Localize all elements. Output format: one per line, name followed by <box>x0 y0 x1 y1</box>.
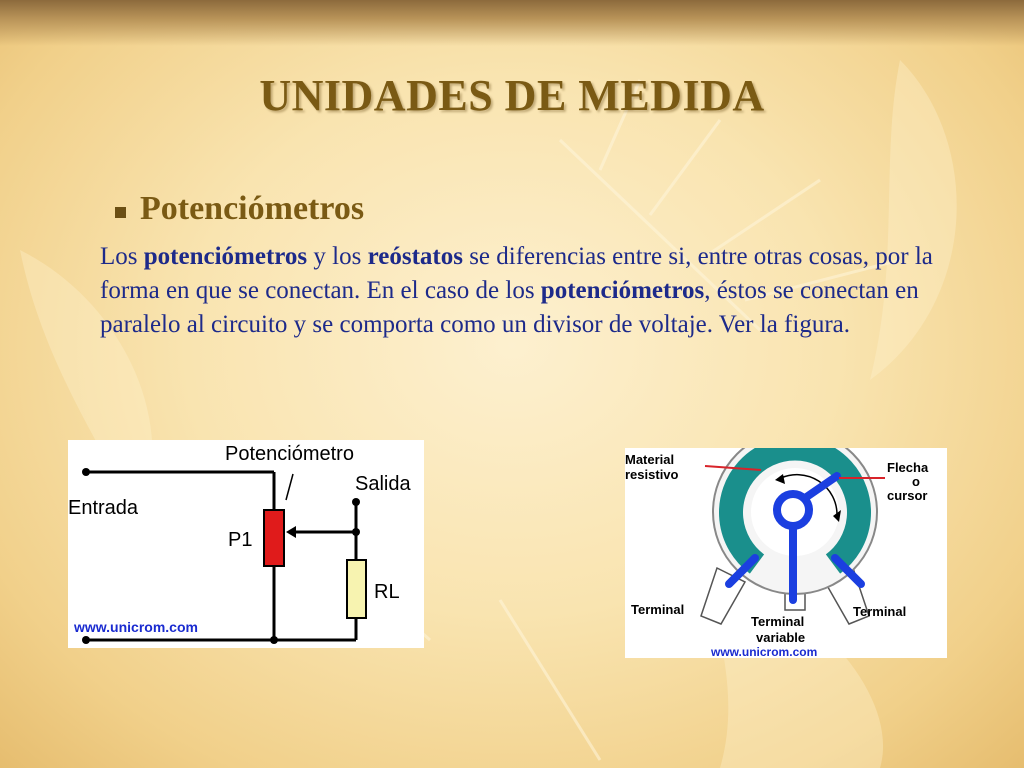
label-material-line2: resistivo <box>625 467 679 482</box>
label-cursor-line2: o <box>912 474 920 489</box>
body-paragraph <box>100 240 940 342</box>
label-terminal-left: Terminal <box>631 602 685 617</box>
label-material-line1: Material <box>625 452 675 467</box>
label-cursor-line3: cursor <box>887 488 928 503</box>
para-text-4: , éstos se conectan en paralelo al circuito y se comporta como un divisor de voltaje. Ver la figura. <box>100 277 919 338</box>
bullet-heading-text: Potenciómetros <box>140 190 365 227</box>
circuit-diagram <box>68 440 424 648</box>
label-p1: P1 <box>228 529 253 551</box>
circuit-figure <box>68 440 424 648</box>
para-text-3: se diferencias entre si, entre otras cosas, por la forma en que se conectan. En el caso de los <box>100 243 933 304</box>
label-rl: RL <box>374 581 400 603</box>
label-salida: Salida <box>355 473 411 495</box>
label-terminal-right: Terminal <box>853 604 907 619</box>
load-resistor-rl <box>347 560 366 618</box>
potentiometer-p1 <box>264 510 284 566</box>
label-cursor-line1: Flecha <box>887 460 929 475</box>
label-potenciometro: Potenciómetro <box>225 443 354 465</box>
slide-title: UNIDADES DE MEDIDA <box>259 71 765 120</box>
para-bold-reostatos: reóstatos <box>367 243 463 270</box>
pot-watermark: www.unicrom.com <box>711 645 818 658</box>
bullet-square-icon <box>115 207 126 218</box>
label-entrada: Entrada <box>68 497 139 519</box>
para-text-1: Los <box>100 243 144 270</box>
para-text-2: y los <box>307 243 368 270</box>
potentiometer-figure <box>625 448 947 658</box>
bullet-heading <box>115 190 364 228</box>
para-bold-potenciometros-1: potenciómetros <box>143 243 308 270</box>
label-variable-line1: Terminal <box>751 614 805 629</box>
circuit-watermark: www.unicrom.com <box>74 619 198 635</box>
label-variable-line2: variable <box>756 630 806 645</box>
para-bold-potenciometros-2: potenciómetros <box>540 277 705 304</box>
potentiometer-diagram <box>625 448 947 658</box>
